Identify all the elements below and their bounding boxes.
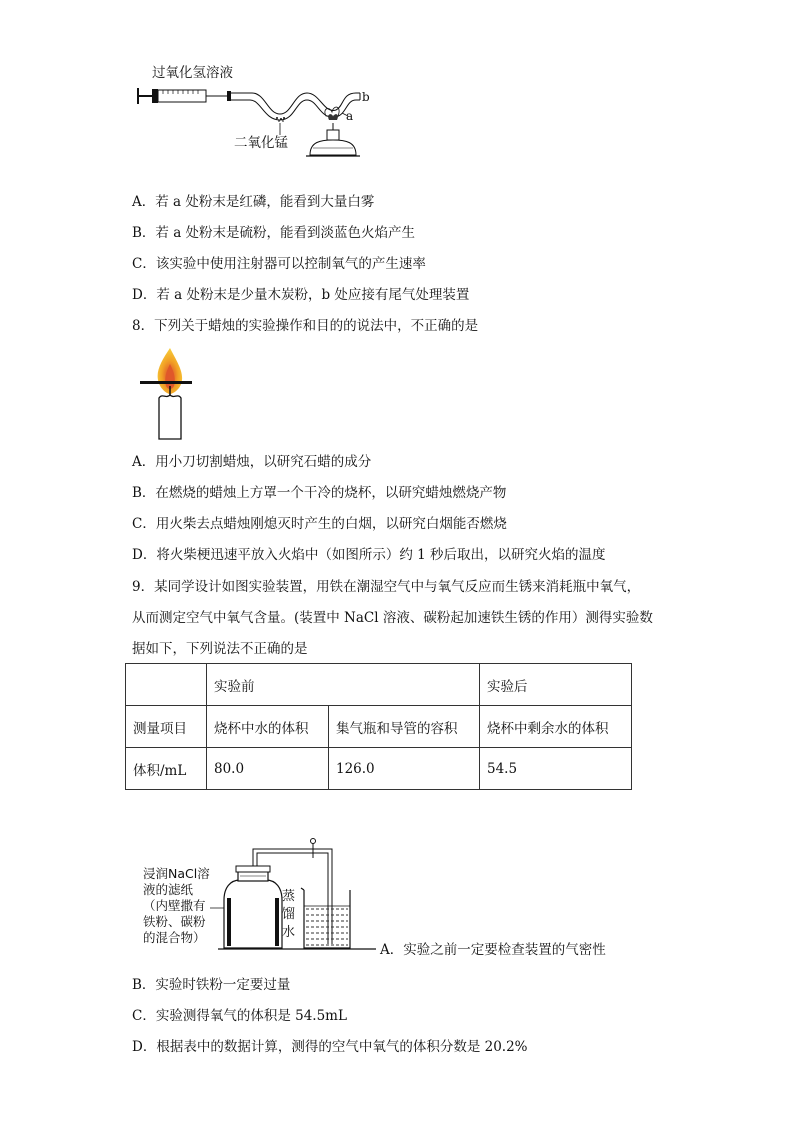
q8-option-a: A．用小刀切割蜡烛，以研究石蜡的成分 xyxy=(132,454,372,470)
label-filter-paper-line: 浸润NaCl溶 xyxy=(143,866,210,881)
q7-option-d: D．若 a 处粉末是少量木炭粉，b 处应接有尾气处理装置 xyxy=(132,287,470,303)
table-cell: 集气瓶和导管的容积 xyxy=(329,706,480,748)
label-hydrogen-peroxide: 过氧化氢溶液 xyxy=(152,65,233,81)
syringe-apparatus-diagram xyxy=(130,80,370,170)
q9-option-b: B．实验时铁粉一定要过量 xyxy=(132,977,291,993)
q7-option-b: B．若 a 处粉末是硫粉，能看到淡蓝色火焰产生 xyxy=(132,225,416,241)
q7-option-a: A．若 a 处粉末是红磷，能看到大量白雾 xyxy=(132,194,375,210)
q9-stem-line-2: 从而测定空气中氧气含量。(装置中 NaCl 溶液、碳粉起加速铁生锈的作用）测得实验数 xyxy=(132,610,653,626)
measurement-table xyxy=(125,663,632,790)
label-filter-paper-line: 液的滤纸 xyxy=(143,882,194,897)
table-cell: 54.5 xyxy=(480,748,632,790)
table-cell: 烧杯中剩余水的体积 xyxy=(480,706,632,748)
table-cell xyxy=(126,664,207,706)
table-cell-after: 实验后 xyxy=(480,664,632,706)
label-point-a: a xyxy=(346,109,354,123)
label-filter-paper-line: （内壁撒有 xyxy=(143,898,206,913)
table-cell: 测量项目 xyxy=(126,706,207,748)
table-header-row xyxy=(126,664,632,706)
label-water-char: 馏 xyxy=(282,907,296,922)
table-row xyxy=(126,706,632,748)
q8-option-c: C．用火柴去点蜡烛刚熄灭时产生的白烟，以研究白烟能否燃烧 xyxy=(132,516,507,532)
table-row xyxy=(126,748,632,790)
q9-option-a: A．实验之前一定要检查装置的气密性 xyxy=(380,942,606,958)
q9-stem-line-1: 9．某同学设计如图实验装置，用铁在潮湿空气中与氧气反应而生锈来消耗瓶中氧气， xyxy=(132,579,641,595)
table-cell: 体积/mL xyxy=(126,748,207,790)
table-cell: 126.0 xyxy=(329,748,480,790)
q8-option-d: D．将火柴梗迅速平放入火焰中（如图所示）约 1 秒后取出，以研究火焰的温度 xyxy=(132,547,606,563)
label-filter-paper-line: 铁粉、碳粉 xyxy=(143,914,206,929)
iron-rust-apparatus-diagram xyxy=(200,832,380,952)
q8-stem: 8．下列关于蜡烛的实验操作和目的的说法中，不正确的是 xyxy=(132,318,479,334)
label-point-b: b xyxy=(362,90,370,104)
table-cell: 烧杯中水的体积 xyxy=(207,706,329,748)
q8-option-b: B．在燃烧的蜡烛上方罩一个干冷的烧杯，以研究蜡烛燃烧产物 xyxy=(132,485,507,501)
table-cell-before: 实验前 xyxy=(207,664,480,706)
table-cell: 80.0 xyxy=(207,748,329,790)
label-water-char: 蒸 xyxy=(282,889,296,904)
q9-option-c: C．实验测得氧气的体积是 54.5mL xyxy=(132,1008,347,1024)
q7-option-c: C．该实验中使用注射器可以控制氧气的产生速率 xyxy=(132,256,426,272)
q9-option-d: D．根据表中的数据计算，测得的空气中氧气的体积分数是 20.2% xyxy=(132,1039,528,1055)
label-filter-paper-line: 的混合物） xyxy=(143,930,206,945)
label-manganese-dioxide: 二氧化锰 xyxy=(234,135,288,151)
candle-flame-diagram xyxy=(140,346,200,442)
label-water-char: 水 xyxy=(282,925,296,940)
q9-stem-line-3: 据如下，下列说法不正确的是 xyxy=(132,641,308,657)
